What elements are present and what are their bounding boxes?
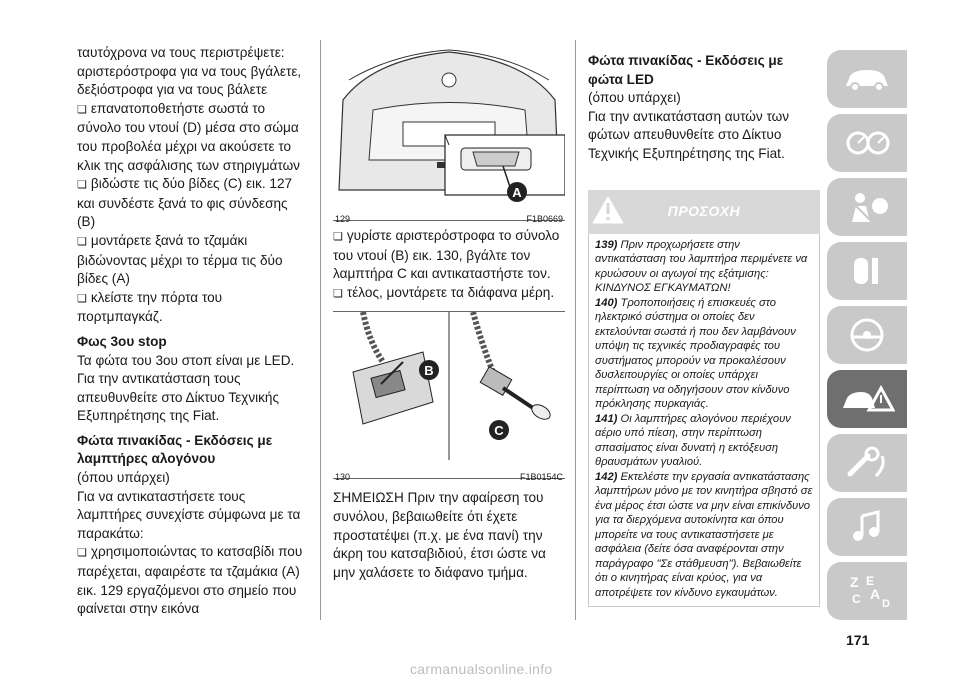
bullet-item: ❏ χρησιμοποιώντας το κατσαβίδι που παρέχεται, αφαιρέστε τα τζαμάκια (A) εικ. 129 εργαζόμενοι στο σημείο που φαίνεται στην εικόνα [77, 543, 307, 618]
figure-130 [333, 311, 565, 482]
text-column-2 [333, 44, 565, 582]
figure-code: F1B0154C [519, 471, 563, 482]
column-divider [320, 40, 321, 620]
figure-number: 129 [335, 213, 351, 224]
tab-index[interactable] [827, 562, 907, 620]
warning-box [588, 234, 820, 608]
tab-car[interactable] [827, 50, 907, 108]
bullet-item: ❏ μοντάρετε ξανά το τζαμάκι βιδώνοντας μέχρι το τέρμα τις δύο βίδες (A) [77, 232, 307, 289]
tab-maintenance[interactable] [827, 434, 907, 492]
car-breakdown-warning-icon [839, 382, 895, 416]
paragraph: δεξιόστροφα για να τους βάλετε [77, 82, 268, 98]
section-heading-plate-led: Φώτα πινακίδας - Εκδόσεις με φώτα LED [588, 53, 784, 87]
warning-text: Εκτελέστε την εργασία αντικατάστασης λαμπτήρων μόνο με τον κινητήρα σβηστό σε ένα μέρος έτσι ώστε να μην είναι επικίνδυνο για τα διερχόμενα αυτοκίνητα και όπου μπορείτε να τους αντικαταστήσετε με ασφάλεια (δείτε όσα αναφέρονται στην παράγραφο "Σε στάθμευση"). Βεβαιωθείτε ότι ο κινητήρας είναι κρύος, για να αποτρέψετε τον κίνδυνο εγκαυμάτων. [595, 470, 813, 599]
warning-header [588, 190, 820, 234]
text-column-1 [77, 44, 307, 619]
paragraph: αριστερόστροφα για να τους βγάλετε, [77, 63, 302, 79]
warning-text: Οι λαμπτήρες αλογόνου περιέχουν αέριο υπό πίεση, στην περίπτωση σπασίματος είναι δυνατή η εκτόξευση θραυσμάτων γυαλιού. [595, 412, 791, 469]
warning-text: Τροποποιήσεις ή επισκευές στο ηλεκτρικό σύστημα οι οποίες δεν εκτελούνται σωστά ή που δεν λαμβάνουν υπόψη τις τεχνικές προδιαγραφές του συστήματος μπορούν να προκαλέσουν δυσλειτουργίες οι οποίες υπάρχει περίπτωση να οδηγήσουν στον κίνδυνο πρόκλησης πυρκαγιάς. [595, 296, 796, 411]
music-media-icon [842, 510, 892, 544]
seatbelt-airbag-icon [842, 190, 892, 224]
tab-multimedia[interactable] [827, 498, 907, 556]
text-column-3 [588, 44, 820, 607]
wrench-service-icon [842, 446, 892, 480]
warning-item [595, 296, 813, 412]
warning-text: Πριν προχωρήσετε στην αντικατάσταση του λαμπτήρα περιμένετε να κρυώσουν οι αγωγοί της εξάτμισης: ΚΙΝΔΥΝΟΣ ΕΓΚΑΥΜΑΤΩΝ! [595, 238, 808, 295]
warning-item [595, 238, 813, 296]
warning-number: 140) [595, 296, 618, 309]
tab-driving[interactable] [827, 306, 907, 364]
column-divider [575, 40, 576, 620]
steering-wheel-icon [842, 317, 892, 353]
paragraph: Για την αντικατάσταση αυτών των φώτων απευθυνθείτε στο Δίκτυο Τεχνικής Εξυπηρέτησης της Fiat. [588, 108, 790, 161]
svg-text:A: A [870, 586, 881, 602]
warning-number: 141) [595, 412, 618, 425]
callout-c: C [494, 423, 504, 439]
warning-item [595, 412, 813, 470]
paragraph: Για να αντικαταστήσετε τους λαμπτήρες συνεχίστε σύμφωνα με τα παρακάτω: [77, 488, 301, 541]
warning-number: 142) [595, 470, 618, 483]
car-icon [842, 64, 892, 94]
watermark: carmanualsonline.info [410, 661, 553, 677]
tab-starting[interactable] [827, 242, 907, 300]
svg-text:D: D [882, 598, 890, 610]
bulb-holder-illustration [333, 312, 565, 460]
svg-text:E: E [866, 574, 875, 588]
alphabet-index-icon [842, 571, 892, 611]
warning-number: 139) [595, 238, 618, 251]
warning-title: ΠΡΟΣΟΧΗ [667, 202, 741, 219]
section-heading-third-stop: Φως 3ου stop [77, 333, 167, 349]
bullet-item: ❏ κλείστε την πόρτα του πορτμπαγκάζ. [77, 289, 307, 327]
paragraph: Τα φώτα του 3ου στοπ είναι με LED. Για την αντικατάσταση τους απευθυνθείτε στο Δίκτυο Τεχνικής Εξυπηρέτησης της Fiat. [77, 352, 295, 424]
tab-dashboard[interactable] [827, 114, 907, 172]
tab-emergency[interactable] [827, 370, 907, 428]
figure-number: 130 [335, 471, 351, 482]
page-number: 171 [846, 632, 870, 648]
bullet-item: ❏ βιδώστε τις δύο βίδες (C) εικ. 127 και συνδέστε ξανά το φις σύνδεσης (B) [77, 175, 307, 232]
key-icon [842, 254, 892, 288]
figure-caption [333, 466, 565, 490]
bullet-item: ❏ τέλος, μοντάρετε τα διάφανα μέρη. [333, 284, 565, 304]
paragraph: ταυτόχρονα να τους περιστρέψετε: [77, 45, 285, 60]
figure-129 [333, 40, 565, 224]
chapter-tabs [827, 50, 907, 626]
callout-b: B [424, 363, 434, 379]
tab-safety[interactable] [827, 178, 907, 236]
bullet-item: ❏ επανατοποθετήστε σωστά το σύνολο του ντουί (D) μέσα στο σώμα του προβολέα μέχρι να ακούσετε το κλικ της ασφάλισης των στηριγμάτων [77, 100, 307, 175]
section-heading-plate-halogen: Φώτα πινακίδας - Εκδόσεις με λαμπτήρες αλογόνου [77, 432, 273, 467]
paragraph: (όπου υπάρχει) [588, 90, 681, 106]
svg-text:C: C [852, 592, 861, 606]
note-paragraph: ΣΗΜΕΙΩΣΗ Πριν την αφαίρεση του συνόλου, βεβαιωθείτε ότι έχετε προστατέψει (π.χ. με ένα πανί) την άκρη του κατσαβιδιού, έτσι ώστε να μην χαλάσετε το διάφανο τμήμα. [333, 490, 546, 580]
paragraph: (όπου υπάρχει) [77, 470, 170, 486]
callout-a: A [512, 185, 522, 200]
car-rear-plate-light-illustration [333, 40, 565, 202]
figure-code: F1B0669 [526, 213, 563, 224]
warning-item [595, 470, 813, 601]
dashboard-icon [842, 128, 892, 158]
svg-text:Z: Z [850, 574, 859, 590]
bullet-item: ❏ γυρίστε αριστερόστροφα το σύνολο του ντουί (B) εικ. 130, βγάλτε τον λαμπτήρα C και αντικαταστήστε τον. [333, 227, 565, 284]
figure-caption [333, 208, 565, 232]
